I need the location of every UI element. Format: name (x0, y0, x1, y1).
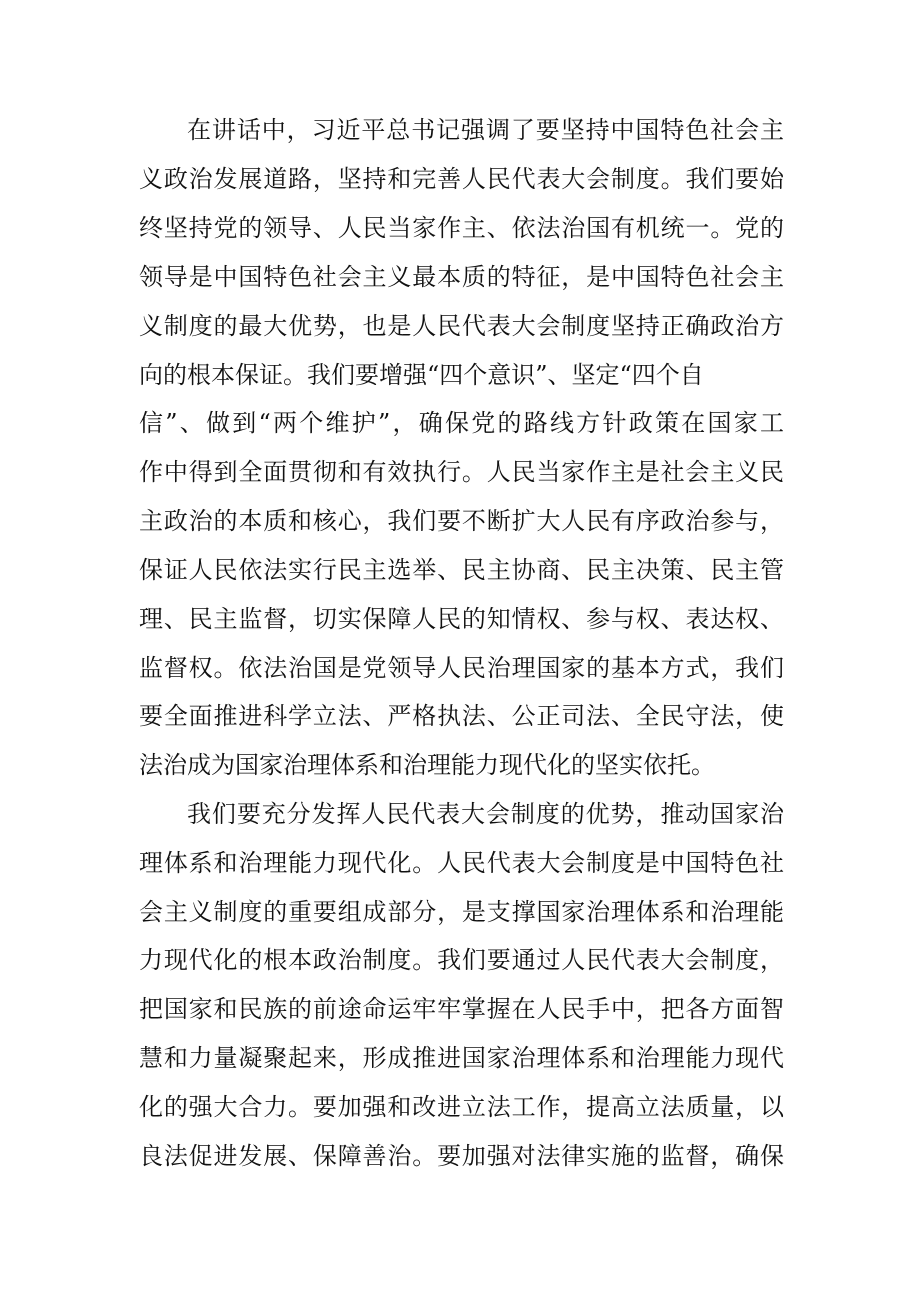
text-line: 力现代化的根本政治制度。我们要通过人民代表大会制度， (139, 946, 784, 974)
text-line: 慧和力量凝聚起来，形成推进国家治理体系和治理能力现代 (139, 1044, 784, 1072)
text-line: 信”、做到“两个维护”，确保党的路线方针政策在国家工 (139, 409, 784, 437)
text-line: 向的根本保证。我们要增强“四个意识”、坚定“四个自 (139, 361, 704, 389)
text-line: 化的强大合力。要加强和改进立法工作，提高立法质量，以 (139, 1093, 784, 1121)
text-line: 领导是中国特色社会主义最本质的特征，是中国特色社会主 (139, 263, 784, 291)
text-line: 法治成为国家治理体系和治理能力现代化的坚实依托。 (139, 751, 715, 779)
text-line: 理、民主监督，切实保障人民的知情权、参与权、表达权、 (139, 605, 784, 633)
text-line: 作中得到全面贯彻和有效执行。人民当家作主是社会主义民 (139, 458, 784, 486)
text-line: 主政治的本质和核心，我们要不断扩大人民有序政治参与， (139, 507, 784, 535)
text-line: 监督权。依法治国是党领导人民治理国家的基本方式，我们 (139, 654, 784, 682)
text-line: 在讲话中，习近平总书记强调了要坚持中国特色社会主 (187, 116, 784, 144)
text-line: 我们要充分发挥人民代表大会制度的优势，推动国家治 (187, 800, 784, 828)
text-line: 把国家和民族的前途命运牢牢掌握在人民手中，把各方面智 (139, 995, 784, 1023)
text-line: 良法促进发展、保障善治。要加强对法律实施的监督，确保 (139, 1142, 784, 1170)
text-line: 要全面推进科学立法、严格执法、公正司法、全民守法，使 (139, 702, 784, 730)
text-line: 义政治发展道路，坚持和完善人民代表大会制度。我们要始 (139, 165, 784, 193)
text-line: 会主义制度的重要组成部分，是支撑国家治理体系和治理能 (139, 898, 784, 926)
text-line: 保证人民依法实行民主选举、民主协商、民主决策、民主管 (139, 556, 784, 584)
text-line: 终坚持党的领导、人民当家作主、依法治国有机统一。党的 (139, 214, 784, 242)
text-line: 理体系和治理能力现代化。人民代表大会制度是中国特色社 (139, 849, 784, 877)
text-line: 义制度的最大优势，也是人民代表大会制度坚持正确政治方 (139, 312, 784, 340)
